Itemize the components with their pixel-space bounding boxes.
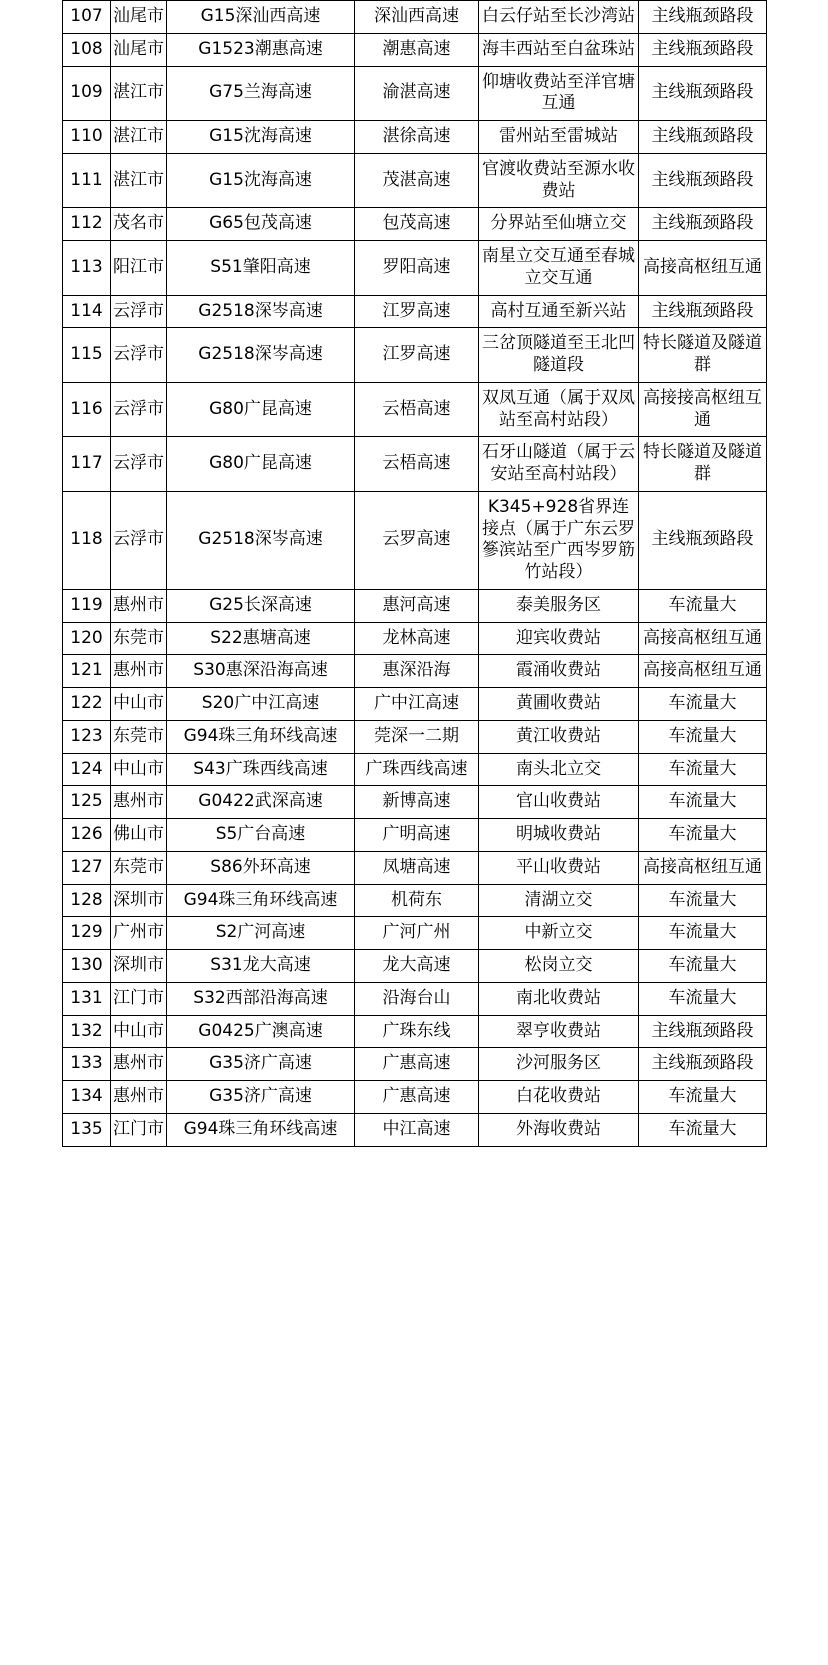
cell-city: 江门市 bbox=[111, 982, 167, 1015]
cell-city: 阳江市 bbox=[111, 241, 167, 296]
table-row bbox=[63, 982, 767, 1015]
cell-section: 松岗立交 bbox=[479, 950, 639, 983]
cell-index: 110 bbox=[63, 121, 111, 154]
cell-index: 135 bbox=[63, 1113, 111, 1146]
cell-short-name: 茂湛高速 bbox=[355, 153, 479, 208]
cell-road: G2518深岑高速 bbox=[167, 491, 355, 589]
cell-short-name: 龙林高速 bbox=[355, 622, 479, 655]
cell-road: G2518深岑高速 bbox=[167, 328, 355, 383]
cell-section: 南星立交互通至春城立交互通 bbox=[479, 241, 639, 296]
cell-road: G94珠三角环线高速 bbox=[167, 1113, 355, 1146]
table-row bbox=[63, 1081, 767, 1114]
cell-type: 主线瓶颈路段 bbox=[639, 121, 767, 154]
table-row bbox=[63, 688, 767, 721]
cell-city: 广州市 bbox=[111, 917, 167, 950]
cell-type: 车流量大 bbox=[639, 950, 767, 983]
cell-city: 惠州市 bbox=[111, 786, 167, 819]
cell-type: 高接高枢纽互通 bbox=[639, 655, 767, 688]
cell-short-name: 云梧高速 bbox=[355, 382, 479, 437]
cell-city: 汕尾市 bbox=[111, 33, 167, 66]
cell-section: 南北收费站 bbox=[479, 982, 639, 1015]
cell-index: 128 bbox=[63, 884, 111, 917]
cell-short-name: 江罗高速 bbox=[355, 295, 479, 328]
cell-type: 高接高枢纽互通 bbox=[639, 851, 767, 884]
table-row bbox=[63, 437, 767, 492]
cell-index: 118 bbox=[63, 491, 111, 589]
cell-city: 云浮市 bbox=[111, 437, 167, 492]
cell-type: 车流量大 bbox=[639, 917, 767, 950]
cell-type: 主线瓶颈路段 bbox=[639, 66, 767, 121]
table-row bbox=[63, 491, 767, 589]
cell-index: 127 bbox=[63, 851, 111, 884]
cell-type: 主线瓶颈路段 bbox=[639, 208, 767, 241]
cell-city: 深圳市 bbox=[111, 950, 167, 983]
cell-road: S86外环高速 bbox=[167, 851, 355, 884]
cell-city: 中山市 bbox=[111, 688, 167, 721]
cell-road: G25长深高速 bbox=[167, 589, 355, 622]
table-row bbox=[63, 786, 767, 819]
cell-short-name: 惠深沿海 bbox=[355, 655, 479, 688]
cell-city: 惠州市 bbox=[111, 1081, 167, 1114]
cell-index: 131 bbox=[63, 982, 111, 1015]
table-row bbox=[63, 382, 767, 437]
cell-short-name: 广惠高速 bbox=[355, 1048, 479, 1081]
cell-index: 115 bbox=[63, 328, 111, 383]
cell-index: 122 bbox=[63, 688, 111, 721]
cell-road: G15沈海高速 bbox=[167, 121, 355, 154]
cell-section: 雷州站至雷城站 bbox=[479, 121, 639, 154]
cell-type: 车流量大 bbox=[639, 688, 767, 721]
cell-index: 121 bbox=[63, 655, 111, 688]
cell-short-name: 罗阳高速 bbox=[355, 241, 479, 296]
cell-section: 官山收费站 bbox=[479, 786, 639, 819]
cell-type: 特长隧道及隧道群 bbox=[639, 328, 767, 383]
cell-city: 湛江市 bbox=[111, 153, 167, 208]
cell-index: 111 bbox=[63, 153, 111, 208]
cell-type: 特长隧道及隧道群 bbox=[639, 437, 767, 492]
cell-section: 三岔顶隧道至王北凹隧道段 bbox=[479, 328, 639, 383]
cell-index: 119 bbox=[63, 589, 111, 622]
cell-city: 惠州市 bbox=[111, 589, 167, 622]
cell-short-name: 莞深一二期 bbox=[355, 720, 479, 753]
cell-short-name: 凤塘高速 bbox=[355, 851, 479, 884]
cell-index: 123 bbox=[63, 720, 111, 753]
cell-road: G0422武深高速 bbox=[167, 786, 355, 819]
cell-road: S2广河高速 bbox=[167, 917, 355, 950]
cell-short-name: 江罗高速 bbox=[355, 328, 479, 383]
table-row bbox=[63, 720, 767, 753]
table-row bbox=[63, 1048, 767, 1081]
table-row bbox=[63, 851, 767, 884]
cell-section: 霞涌收费站 bbox=[479, 655, 639, 688]
cell-road: S30惠深沿海高速 bbox=[167, 655, 355, 688]
cell-type: 主线瓶颈路段 bbox=[639, 33, 767, 66]
cell-index: 112 bbox=[63, 208, 111, 241]
cell-type: 车流量大 bbox=[639, 884, 767, 917]
table-row bbox=[63, 950, 767, 983]
table-row bbox=[63, 1015, 767, 1048]
cell-index: 126 bbox=[63, 819, 111, 852]
table-row bbox=[63, 153, 767, 208]
cell-section: 南头北立交 bbox=[479, 753, 639, 786]
cell-road: G15沈海高速 bbox=[167, 153, 355, 208]
cell-index: 129 bbox=[63, 917, 111, 950]
cell-road: G80广昆高速 bbox=[167, 437, 355, 492]
cell-short-name: 深汕西高速 bbox=[355, 1, 479, 34]
cell-city: 东莞市 bbox=[111, 851, 167, 884]
cell-short-name: 沿海台山 bbox=[355, 982, 479, 1015]
cell-section: 白云仔站至长沙湾站 bbox=[479, 1, 639, 34]
cell-road: G94珠三角环线高速 bbox=[167, 720, 355, 753]
table-row bbox=[63, 819, 767, 852]
cell-type: 车流量大 bbox=[639, 1081, 767, 1114]
cell-road: G35济广高速 bbox=[167, 1081, 355, 1114]
table-row bbox=[63, 917, 767, 950]
cell-section: 官渡收费站至源水收费站 bbox=[479, 153, 639, 208]
cell-short-name: 广河广州 bbox=[355, 917, 479, 950]
cell-short-name: 机荷东 bbox=[355, 884, 479, 917]
cell-index: 124 bbox=[63, 753, 111, 786]
cell-city: 云浮市 bbox=[111, 328, 167, 383]
cell-city: 云浮市 bbox=[111, 491, 167, 589]
cell-road: S20广中江高速 bbox=[167, 688, 355, 721]
cell-city: 深圳市 bbox=[111, 884, 167, 917]
cell-city: 惠州市 bbox=[111, 1048, 167, 1081]
cell-road: G35济广高速 bbox=[167, 1048, 355, 1081]
cell-section: 石牙山隧道（属于云安站至高村站段） bbox=[479, 437, 639, 492]
cell-road: S5广台高速 bbox=[167, 819, 355, 852]
cell-section: 海丰西站至白盆珠站 bbox=[479, 33, 639, 66]
cell-section: 分界站至仙塘立交 bbox=[479, 208, 639, 241]
cell-short-name: 广明高速 bbox=[355, 819, 479, 852]
table-row bbox=[63, 753, 767, 786]
table-row bbox=[63, 121, 767, 154]
cell-road: G1523潮惠高速 bbox=[167, 33, 355, 66]
cell-type: 车流量大 bbox=[639, 982, 767, 1015]
cell-index: 113 bbox=[63, 241, 111, 296]
cell-section: 明城收费站 bbox=[479, 819, 639, 852]
cell-index: 120 bbox=[63, 622, 111, 655]
cell-short-name: 中江高速 bbox=[355, 1113, 479, 1146]
cell-type: 主线瓶颈路段 bbox=[639, 1, 767, 34]
cell-type: 主线瓶颈路段 bbox=[639, 1048, 767, 1081]
cell-section: 仰塘收费站至洋官塘互通 bbox=[479, 66, 639, 121]
cell-type: 主线瓶颈路段 bbox=[639, 1015, 767, 1048]
cell-short-name: 新博高速 bbox=[355, 786, 479, 819]
cell-city: 汕尾市 bbox=[111, 1, 167, 34]
table-row bbox=[63, 33, 767, 66]
cell-section: 白花收费站 bbox=[479, 1081, 639, 1114]
cell-short-name: 云罗高速 bbox=[355, 491, 479, 589]
cell-city: 云浮市 bbox=[111, 295, 167, 328]
cell-index: 134 bbox=[63, 1081, 111, 1114]
cell-section: 外海收费站 bbox=[479, 1113, 639, 1146]
cell-city: 江门市 bbox=[111, 1113, 167, 1146]
cell-index: 109 bbox=[63, 66, 111, 121]
cell-type: 主线瓶颈路段 bbox=[639, 491, 767, 589]
cell-city: 惠州市 bbox=[111, 655, 167, 688]
cell-type: 主线瓶颈路段 bbox=[639, 153, 767, 208]
cell-index: 107 bbox=[63, 1, 111, 34]
cell-road: S22惠塘高速 bbox=[167, 622, 355, 655]
table-row bbox=[63, 66, 767, 121]
cell-short-name: 云梧高速 bbox=[355, 437, 479, 492]
cell-section: 黄江收费站 bbox=[479, 720, 639, 753]
cell-city: 湛江市 bbox=[111, 121, 167, 154]
cell-short-name: 包茂高速 bbox=[355, 208, 479, 241]
cell-index: 117 bbox=[63, 437, 111, 492]
table-body bbox=[63, 1, 767, 1147]
table-row bbox=[63, 589, 767, 622]
cell-road: S51肇阳高速 bbox=[167, 241, 355, 296]
cell-road: G75兰海高速 bbox=[167, 66, 355, 121]
cell-index: 125 bbox=[63, 786, 111, 819]
cell-road: S32西部沿海高速 bbox=[167, 982, 355, 1015]
cell-type: 车流量大 bbox=[639, 819, 767, 852]
cell-road: G65包茂高速 bbox=[167, 208, 355, 241]
congestion-section-table bbox=[62, 0, 767, 1147]
cell-index: 116 bbox=[63, 382, 111, 437]
table-row bbox=[63, 1, 767, 34]
cell-section: 清湖立交 bbox=[479, 884, 639, 917]
cell-city: 佛山市 bbox=[111, 819, 167, 852]
cell-section: 沙河服务区 bbox=[479, 1048, 639, 1081]
cell-short-name: 广珠西线高速 bbox=[355, 753, 479, 786]
cell-type: 车流量大 bbox=[639, 1113, 767, 1146]
cell-index: 114 bbox=[63, 295, 111, 328]
cell-city: 云浮市 bbox=[111, 382, 167, 437]
cell-road: G80广昆高速 bbox=[167, 382, 355, 437]
cell-type: 车流量大 bbox=[639, 753, 767, 786]
cell-section: 中新立交 bbox=[479, 917, 639, 950]
cell-type: 车流量大 bbox=[639, 720, 767, 753]
cell-section: 翠亨收费站 bbox=[479, 1015, 639, 1048]
cell-short-name: 广中江高速 bbox=[355, 688, 479, 721]
cell-type: 车流量大 bbox=[639, 786, 767, 819]
cell-road: G15深汕西高速 bbox=[167, 1, 355, 34]
cell-section: 迎宾收费站 bbox=[479, 622, 639, 655]
cell-type: 主线瓶颈路段 bbox=[639, 295, 767, 328]
cell-short-name: 广珠东线 bbox=[355, 1015, 479, 1048]
cell-city: 湛江市 bbox=[111, 66, 167, 121]
cell-index: 132 bbox=[63, 1015, 111, 1048]
cell-short-name: 惠河高速 bbox=[355, 589, 479, 622]
cell-section: 平山收费站 bbox=[479, 851, 639, 884]
cell-type: 车流量大 bbox=[639, 589, 767, 622]
cell-road: S43广珠西线高速 bbox=[167, 753, 355, 786]
cell-section: K345+928省界连接点（属于广东云罗篸滨站至广西岑罗筋竹站段） bbox=[479, 491, 639, 589]
table-row bbox=[63, 655, 767, 688]
table-row bbox=[63, 208, 767, 241]
table-row bbox=[63, 328, 767, 383]
table-row bbox=[63, 622, 767, 655]
cell-city: 东莞市 bbox=[111, 622, 167, 655]
cell-type: 高接高枢纽互通 bbox=[639, 622, 767, 655]
cell-short-name: 广惠高速 bbox=[355, 1081, 479, 1114]
table-row bbox=[63, 295, 767, 328]
table-row bbox=[63, 1113, 767, 1146]
cell-section: 黄圃收费站 bbox=[479, 688, 639, 721]
cell-index: 130 bbox=[63, 950, 111, 983]
cell-city: 中山市 bbox=[111, 753, 167, 786]
cell-short-name: 渝湛高速 bbox=[355, 66, 479, 121]
cell-road: G2518深岑高速 bbox=[167, 295, 355, 328]
cell-city: 中山市 bbox=[111, 1015, 167, 1048]
table-row bbox=[63, 884, 767, 917]
cell-road: G94珠三角环线高速 bbox=[167, 884, 355, 917]
cell-section: 双凤互通（属于双凤站至高村站段） bbox=[479, 382, 639, 437]
cell-short-name: 湛徐高速 bbox=[355, 121, 479, 154]
cell-city: 茂名市 bbox=[111, 208, 167, 241]
cell-section: 高村互通至新兴站 bbox=[479, 295, 639, 328]
cell-city: 东莞市 bbox=[111, 720, 167, 753]
table-row bbox=[63, 241, 767, 296]
cell-index: 133 bbox=[63, 1048, 111, 1081]
cell-road: S31龙大高速 bbox=[167, 950, 355, 983]
cell-short-name: 潮惠高速 bbox=[355, 33, 479, 66]
cell-section: 泰美服务区 bbox=[479, 589, 639, 622]
cell-type: 高接高枢纽互通 bbox=[639, 241, 767, 296]
cell-type: 高接接高枢纽互通 bbox=[639, 382, 767, 437]
cell-index: 108 bbox=[63, 33, 111, 66]
cell-short-name: 龙大高速 bbox=[355, 950, 479, 983]
cell-road: G0425广澳高速 bbox=[167, 1015, 355, 1048]
